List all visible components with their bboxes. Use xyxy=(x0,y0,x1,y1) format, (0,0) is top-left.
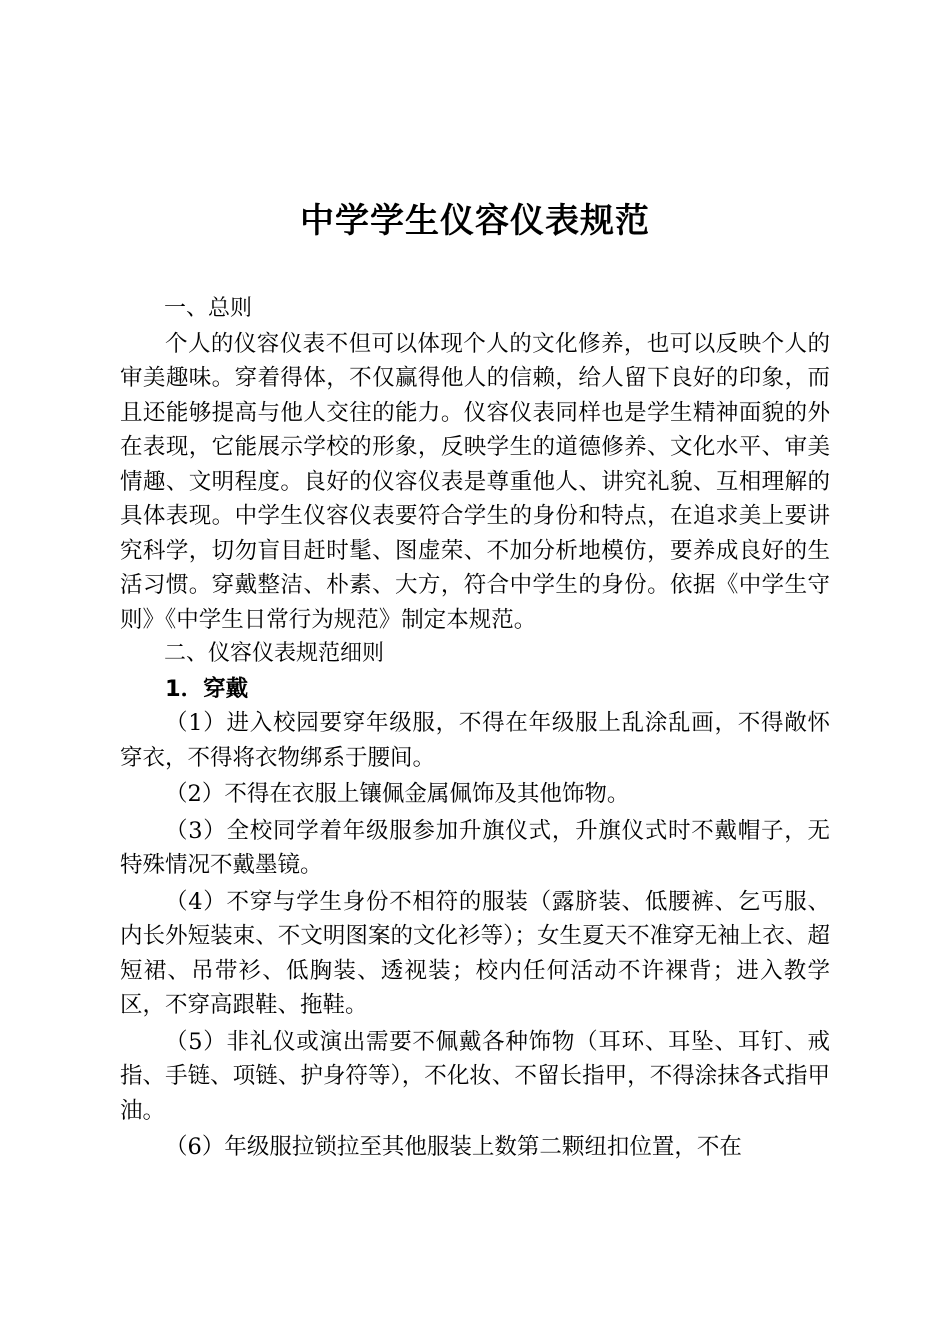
rule-item-3: （3）全校同学着年级服参加升旗仪式，升旗仪式时不戴帽子，无特殊情况不戴墨镜。 xyxy=(120,817,830,878)
rule-item-5: （5）非礼仪或演出需要不佩戴各种饰物（耳环、耳坠、耳钉、戒指、手链、项链、护身符等），不化妆、不留长指甲，不得涂抹各式指甲油。 xyxy=(120,1028,830,1124)
subheading-dress: 1．穿戴 xyxy=(165,675,249,702)
rule-item-4: （4）不穿与学生身份不相符的服装（露脐装、低腰裤、乞丐服、内长外短装束、不文明图案的文化衫等）；女生夏天不准穿无袖上衣、超短裙、吊带衫、低胸装、透视装；校内任何活动不许裸背；进入教学区，不穿高跟鞋、拖鞋。 xyxy=(120,888,830,1018)
section-heading-rules: 二、仪容仪表规范细则 xyxy=(164,641,385,666)
rule-item-2: （2）不得在衣服上镶佩金属佩饰及其他饰物。 xyxy=(165,781,630,807)
general-paragraph: 个人的仪容仪表不但可以体现个人的文化修养，也可以反映个人的审美趣味。穿着得体，不仅赢得他人的信赖，给人留下良好的印象，而且还能够提高与他人交往的能力。仪容仪表同样也是学生精神面貌的外在表现，它能展示学校的形象，反映学生的道德修养、文化水平、审美情趣、文明程度。良好的仪容仪表是尊重他人、讲究礼貌、互相理解的具体表现。中学生仪容仪表要符合学生的身份和特点，在追求美上要讲究科学，切勿盲目赶时髦、图虚荣、不加分析地模仿，要养成良好的生活习惯。穿戴整洁、朴素、大方，符合中学生的身份。依据《中学生守则》《中学生日常行为规范》制定本规范。 xyxy=(120,330,830,633)
rule-item-6: （6）年级服拉锁拉至其他服装上数第二颗纽扣位置，不在 xyxy=(165,1134,742,1160)
document-body xyxy=(120,292,830,1167)
rule-item-1: （1）进入校园要穿年级服，不得在年级服上乱涂乱画，不得敞怀穿衣，不得将衣物绑系于腰间。 xyxy=(120,710,830,771)
section-heading-general: 一、总则 xyxy=(164,296,253,321)
document-title: 中学学生仪容仪表规范 xyxy=(300,201,650,241)
